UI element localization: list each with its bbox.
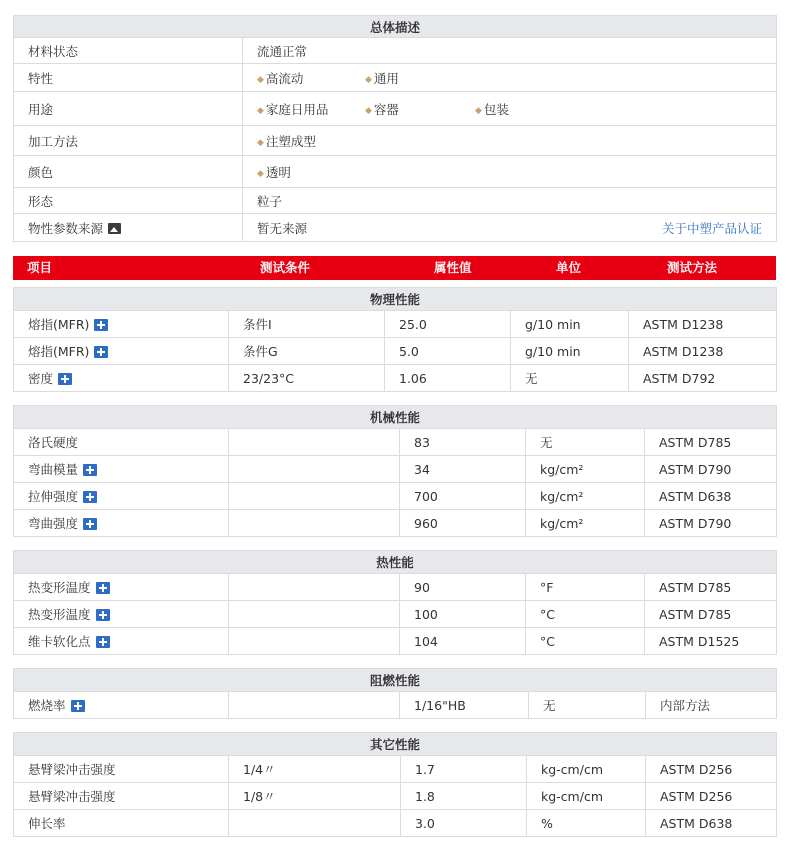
section-title: 机械性能 [14, 406, 777, 429]
cell-method [645, 510, 777, 537]
property-section-table [13, 550, 777, 655]
cell-value [400, 601, 526, 628]
bullet-icon: ◆ [257, 137, 264, 148]
property-row [14, 483, 777, 510]
property-item: 洛氏硬度 [28, 435, 79, 450]
property-section-table [13, 287, 777, 392]
column-header-bar [13, 256, 776, 280]
property-condition: 1/4〃 [243, 762, 276, 777]
property-method: ASTM D638 [659, 488, 732, 504]
usage-tag[interactable]: 包装 [483, 101, 509, 117]
cell-condition [229, 810, 401, 837]
property-unit: 无 [543, 698, 556, 713]
property-condition: 23/23°C [243, 370, 295, 386]
cell-item [14, 810, 229, 837]
overview-label: 特性 [14, 64, 243, 92]
cell-unit [511, 365, 629, 392]
property-row [14, 456, 777, 483]
property-method: ASTM D256 [660, 761, 733, 777]
cell-condition [229, 783, 401, 810]
expand-plus-icon[interactable] [83, 491, 97, 503]
property-row [14, 810, 777, 837]
property-value: 1/16"HB [414, 697, 466, 713]
cell-value [401, 756, 527, 783]
cell-condition [229, 601, 400, 628]
cell-condition [229, 510, 400, 537]
source-value: 暂无来源 [257, 220, 308, 236]
cell-item [14, 783, 229, 810]
cell-item [14, 601, 229, 628]
expand-plus-icon[interactable] [96, 636, 110, 648]
column-header-method: 测试方法 [667, 260, 718, 275]
cell-unit [526, 510, 645, 537]
cell-method [629, 338, 777, 365]
cell-condition [229, 574, 400, 601]
cell-unit [526, 483, 645, 510]
property-unit: kg-cm/cm [541, 788, 603, 804]
bullet-icon: ◆ [365, 74, 372, 85]
overview-title: 总体描述 [14, 16, 777, 38]
property-item: 熔指(MFR) [28, 344, 90, 359]
column-header-condition: 测试条件 [260, 260, 311, 275]
cell-value [400, 429, 526, 456]
property-value: 5.0 [399, 343, 419, 359]
property-value: 1.7 [415, 761, 435, 777]
property-value: 960 [414, 515, 438, 531]
cell-method [645, 429, 777, 456]
cell-item [14, 365, 229, 392]
cell-value [385, 311, 511, 338]
property-item: 热变形温度 [28, 580, 91, 595]
cell-method [645, 628, 777, 655]
property-unit: kg/cm² [540, 488, 584, 504]
source-label: 物性参数来源 [28, 220, 104, 236]
property-condition: 条件I [243, 317, 272, 332]
property-unit: kg-cm/cm [541, 761, 603, 777]
property-section-table [13, 668, 777, 719]
cell-condition [229, 628, 400, 655]
cell-value [400, 628, 526, 655]
expand-plus-icon[interactable] [96, 582, 110, 594]
property-value: 1.06 [399, 370, 427, 386]
property-value: 100 [414, 606, 438, 622]
cell-condition [229, 692, 400, 719]
overview-row [14, 156, 777, 188]
property-method: ASTM D785 [659, 606, 732, 622]
cell-condition [229, 756, 401, 783]
cell-method [646, 810, 777, 837]
cell-method [645, 574, 777, 601]
property-item: 热变形温度 [28, 607, 91, 622]
property-unit: °C [540, 606, 555, 622]
overview-row [14, 126, 777, 156]
property-item: 悬臂梁冲击强度 [28, 789, 116, 804]
feature-tag[interactable]: 通用 [373, 70, 399, 86]
cell-method [646, 692, 777, 719]
property-item: 熔指(MFR) [28, 317, 90, 332]
cell-condition [229, 311, 385, 338]
property-item: 弯曲强度 [28, 516, 79, 531]
property-row [14, 783, 777, 810]
property-row [14, 429, 777, 456]
property-value: 83 [414, 434, 430, 450]
cell-item [14, 311, 229, 338]
section-title: 热性能 [14, 551, 777, 574]
cell-value [401, 783, 527, 810]
property-method: ASTM D1238 [643, 316, 724, 332]
cell-condition [229, 429, 400, 456]
cell-value [400, 510, 526, 537]
overview-label [14, 214, 243, 242]
cell-unit [529, 692, 646, 719]
property-method: ASTM D790 [659, 461, 732, 477]
cell-value [400, 692, 529, 719]
cell-condition [229, 338, 385, 365]
property-row [14, 628, 777, 655]
cell-item [14, 338, 229, 365]
property-unit: g/10 min [525, 343, 581, 359]
property-item: 悬臂梁冲击强度 [28, 762, 116, 777]
column-header-unit: 单位 [556, 260, 582, 275]
property-value: 700 [414, 488, 438, 504]
property-item: 拉伸强度 [28, 489, 79, 504]
overview-row [14, 188, 777, 214]
property-row [14, 574, 777, 601]
bullet-icon: ◆ [257, 105, 264, 116]
overview-row [14, 214, 777, 242]
property-item: 伸长率 [28, 816, 66, 831]
overview-row [14, 64, 777, 92]
property-item: 弯曲模量 [28, 462, 79, 477]
overview-label: 用途 [14, 92, 243, 126]
overview-value [243, 156, 777, 188]
cell-method [645, 601, 777, 628]
property-unit: 无 [525, 371, 538, 386]
property-value: 104 [414, 633, 438, 649]
cell-value [401, 810, 527, 837]
bullet-icon: ◆ [475, 105, 482, 116]
expand-plus-icon[interactable] [94, 319, 108, 331]
overview-label: 材料状态 [14, 38, 243, 64]
property-value: 34 [414, 461, 430, 477]
cell-unit [527, 783, 646, 810]
property-item: 密度 [28, 371, 54, 386]
expand-plus-icon[interactable] [94, 346, 108, 358]
property-row [14, 756, 777, 783]
overview-table [13, 15, 777, 242]
property-row [14, 692, 777, 719]
property-method: ASTM D785 [659, 434, 732, 450]
cell-unit [511, 311, 629, 338]
cell-item [14, 510, 229, 537]
cell-unit [526, 628, 645, 655]
bullet-icon: ◆ [257, 168, 264, 179]
cell-condition [229, 365, 385, 392]
cell-item [14, 756, 229, 783]
cell-value [400, 456, 526, 483]
property-unit: °F [540, 579, 554, 595]
certification-link[interactable]: 关于中塑产品认证 [662, 220, 763, 236]
cell-method [629, 311, 777, 338]
overview-label: 加工方法 [14, 126, 243, 156]
image-icon[interactable] [108, 223, 121, 234]
property-item: 燃烧率 [28, 698, 66, 713]
property-method: ASTM D256 [660, 788, 733, 804]
cell-unit [526, 456, 645, 483]
cell-unit [526, 601, 645, 628]
property-section-table [13, 732, 777, 837]
property-row [14, 510, 777, 537]
cell-condition [229, 483, 400, 510]
property-row [14, 311, 777, 338]
overview-value [243, 126, 777, 156]
bullet-icon: ◆ [257, 74, 264, 85]
cell-item [14, 483, 229, 510]
column-header-value: 属性值 [434, 260, 472, 275]
property-method: 内部方法 [660, 698, 711, 713]
overview-value [243, 92, 777, 126]
overview-value: 流通正常 [243, 38, 777, 64]
property-row [14, 365, 777, 392]
cell-item [14, 429, 229, 456]
overview-label: 形态 [14, 188, 243, 214]
expand-plus-icon[interactable] [83, 464, 97, 476]
bullet-icon: ◆ [365, 105, 372, 116]
property-unit: % [541, 815, 553, 831]
cell-unit [527, 810, 646, 837]
cell-unit [526, 429, 645, 456]
usage-tag[interactable]: 容器 [373, 101, 399, 117]
property-value: 1.8 [415, 788, 435, 804]
cell-item [14, 692, 229, 719]
property-unit: 无 [540, 435, 553, 450]
cell-unit [527, 756, 646, 783]
cell-method [629, 365, 777, 392]
property-condition: 1/8〃 [243, 789, 276, 804]
section-title: 阻燃性能 [14, 669, 777, 692]
property-value: 3.0 [415, 815, 435, 831]
property-unit: °C [540, 633, 555, 649]
overview-value: 粒子 [243, 188, 777, 214]
property-unit: kg/cm² [540, 515, 584, 531]
expand-plus-icon[interactable] [83, 518, 97, 530]
cell-value [400, 483, 526, 510]
expand-plus-icon[interactable] [71, 700, 85, 712]
expand-plus-icon[interactable] [96, 609, 110, 621]
property-row [14, 601, 777, 628]
cell-method [646, 783, 777, 810]
cell-item [14, 456, 229, 483]
overview-row [14, 92, 777, 126]
section-title: 物理性能 [14, 288, 777, 311]
overview-row [14, 38, 777, 64]
property-item: 维卡软化点 [28, 634, 91, 649]
process-tag[interactable]: 注塑成型 [265, 133, 316, 149]
section-title: 其它性能 [14, 733, 777, 756]
cell-unit [526, 574, 645, 601]
property-section-table [13, 405, 777, 537]
cell-unit [511, 338, 629, 365]
column-header-item: 项目 [27, 260, 53, 275]
property-method: ASTM D785 [659, 579, 732, 595]
overview-value [243, 64, 777, 92]
cell-method [645, 483, 777, 510]
property-method: ASTM D638 [660, 815, 733, 831]
property-value: 25.0 [399, 316, 427, 332]
expand-plus-icon[interactable] [58, 373, 72, 385]
overview-value [243, 214, 777, 242]
property-row [14, 338, 777, 365]
cell-value [385, 365, 511, 392]
property-method: ASTM D1238 [643, 343, 724, 359]
cell-condition [229, 456, 400, 483]
feature-tag[interactable]: 高流动 [265, 70, 304, 86]
cell-item [14, 574, 229, 601]
property-unit: kg/cm² [540, 461, 584, 477]
property-condition: 条件G [243, 344, 278, 359]
property-unit: g/10 min [525, 316, 581, 332]
property-method: ASTM D790 [659, 515, 732, 531]
cell-value [400, 574, 526, 601]
color-tag[interactable]: 透明 [265, 164, 291, 180]
cell-value [385, 338, 511, 365]
property-value: 90 [414, 579, 430, 595]
overview-label: 颜色 [14, 156, 243, 188]
cell-method [645, 456, 777, 483]
property-method: ASTM D792 [643, 370, 716, 386]
cell-item [14, 628, 229, 655]
usage-tag[interactable]: 家庭日用品 [265, 101, 329, 117]
cell-method [646, 756, 777, 783]
property-method: ASTM D1525 [659, 633, 740, 649]
